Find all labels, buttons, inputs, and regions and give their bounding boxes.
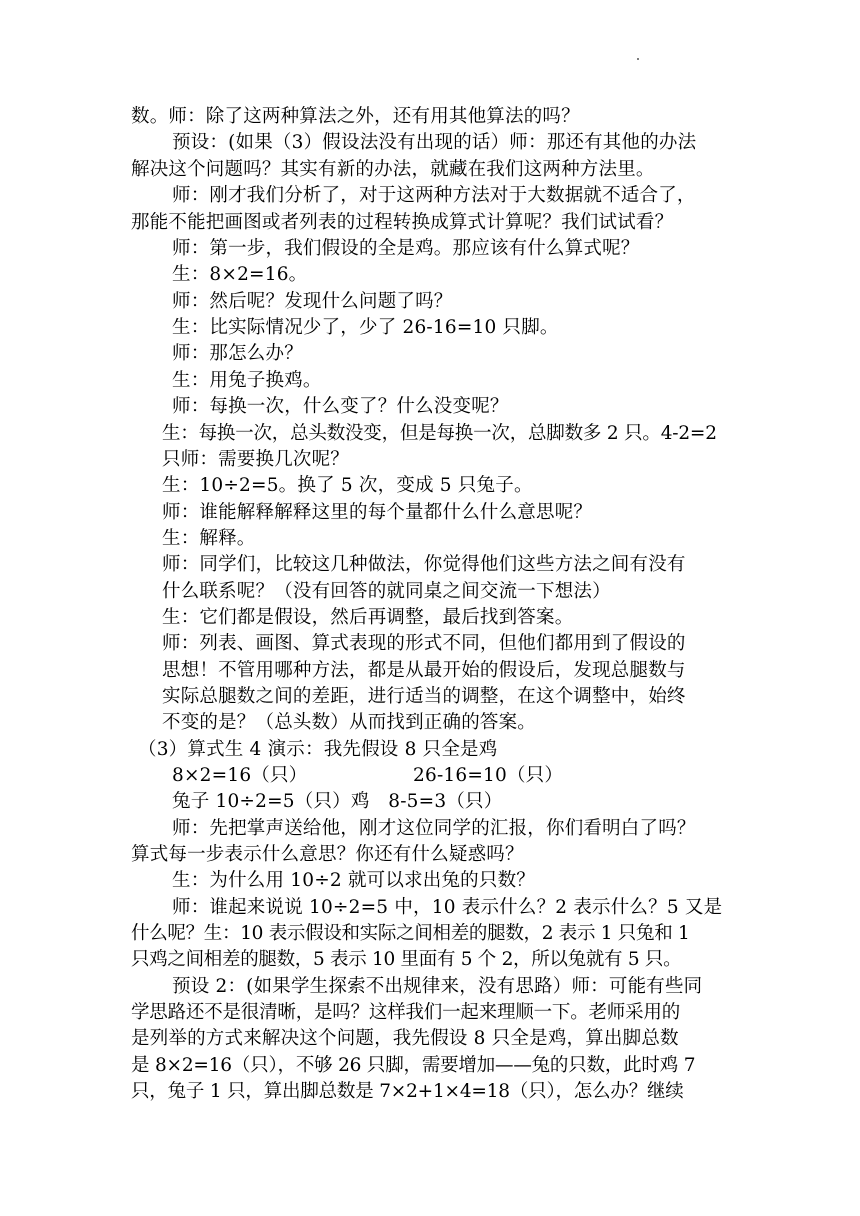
text-line: 生：为什么用 10÷2 就可以求出兔的只数？	[172, 870, 535, 891]
text-line: 生：比实际情况少了，少了 26-16=10 只脚。	[172, 317, 559, 338]
text-line: 生：它们都是假设，然后再调整，最后找到答案。	[162, 607, 574, 628]
equation: 26-16=10（只）	[413, 765, 564, 786]
text-line: 生：解释。	[162, 528, 256, 549]
text-line: 生：每换一次，总头数没变，但是每换一次，总脚数多 2 只。4-2=2	[162, 423, 717, 444]
text-line: 师：每换一次，什么变了？什么没变呢？	[172, 396, 509, 417]
text-line: 算式每一步表示什么意思？你还有什么疑惑吗？	[131, 844, 524, 865]
text-line: 生：8×2=16。	[172, 264, 308, 285]
text-line: 师：同学们，比较这几种做法，你觉得他们这些方法之间有没有	[162, 554, 686, 575]
text-line: 师：第一步，我们假设的全是鸡。那应该有什么算式呢？	[172, 238, 640, 259]
text-line: 不变的是？（总头数）从而找到正确的答案。	[162, 712, 537, 733]
text-line: 预设：(如果（3）假设法没有出现的话）师：那还有其他的办法	[172, 132, 697, 153]
text-line: 只鸡之间相差的腿数，5 表示 10 里面有 5 个 2，所以兔就有 5 只。	[131, 949, 682, 970]
text-line: 学思路还不是很清晰，是吗？这样我们一起来理顺一下。老师采用的	[131, 1002, 681, 1023]
text-line: 什么呢？生：10 表示假设和实际之间相差的腿数，2 表示 1 只兔和 1	[131, 923, 690, 944]
text-line: 师：谁起来说说 10÷2=5 中，10 表示什么？2 表示什么？5 又是	[172, 897, 723, 918]
text-line: （3）算式生 4 演示：我先假设 8 只全是鸡	[138, 739, 498, 760]
text-line: 只师：需要换几次呢？	[162, 449, 350, 470]
text-line: 师：谁能解释解释这里的每个量都什么什么意思呢？	[162, 502, 593, 523]
text-line: 解决这个问题吗？其实有新的办法，就藏在我们这两种方法里。	[131, 159, 655, 180]
equation: 兔子 10÷2=5（只）鸡 8-5=3（只）	[172, 791, 503, 812]
page-mark	[637, 58, 639, 60]
text-line: 只，兔子 1 只，算出脚总数是 7×2+1×4=18（只），怎么办？继续	[131, 1081, 684, 1102]
text-line: 实际总腿数之间的差距，进行适当的调整，在这个调整中，始终	[162, 686, 686, 707]
text-line: 师：列表、画图、算式表现的形式不同，但他们都用到了假设的	[162, 633, 686, 654]
text-line: 师：然后呢？发现什么问题了吗？	[172, 291, 453, 312]
text-line: 预设 2：(如果学生探索不出规律来，没有思路）师：可能有些同	[172, 976, 703, 997]
text-line: 师：先把掌声送给他，刚才这位同学的汇报，你们看明白了吗？	[172, 818, 696, 839]
text-line: 那能不能把画图或者列表的过程转换成算式计算呢？我们试试看？	[131, 212, 674, 233]
text-line: 师：那怎么办？	[172, 343, 303, 364]
text-line: 是 8×2=16（只），不够 26 只脚，需要增加——兔的只数，此时鸡 7	[131, 1055, 696, 1076]
text-line: 什么联系呢？（没有回答的就同桌之间交流一下想法）	[162, 581, 611, 602]
equation: 8×2=16（只）	[172, 765, 308, 786]
text-line: 生：用兔子换鸡。	[172, 370, 322, 391]
text-line: 数。师：除了这两种算法之外，还有用其他算法的吗？	[131, 106, 580, 127]
text-line: 生：10÷2=5。换了 5 次，变成 5 只兔子。	[162, 475, 533, 496]
text-line: 思想！不管用哪种方法，都是从最开始的假设后，发现总腿数与	[162, 660, 686, 681]
text-line: 师：刚才我们分析了，对于这两种方法对于大数据就不适合了，	[172, 185, 696, 206]
text-line: 是列举的方式来解决这个问题，我先假设 8 只全是鸡，算出脚总数	[131, 1028, 679, 1049]
